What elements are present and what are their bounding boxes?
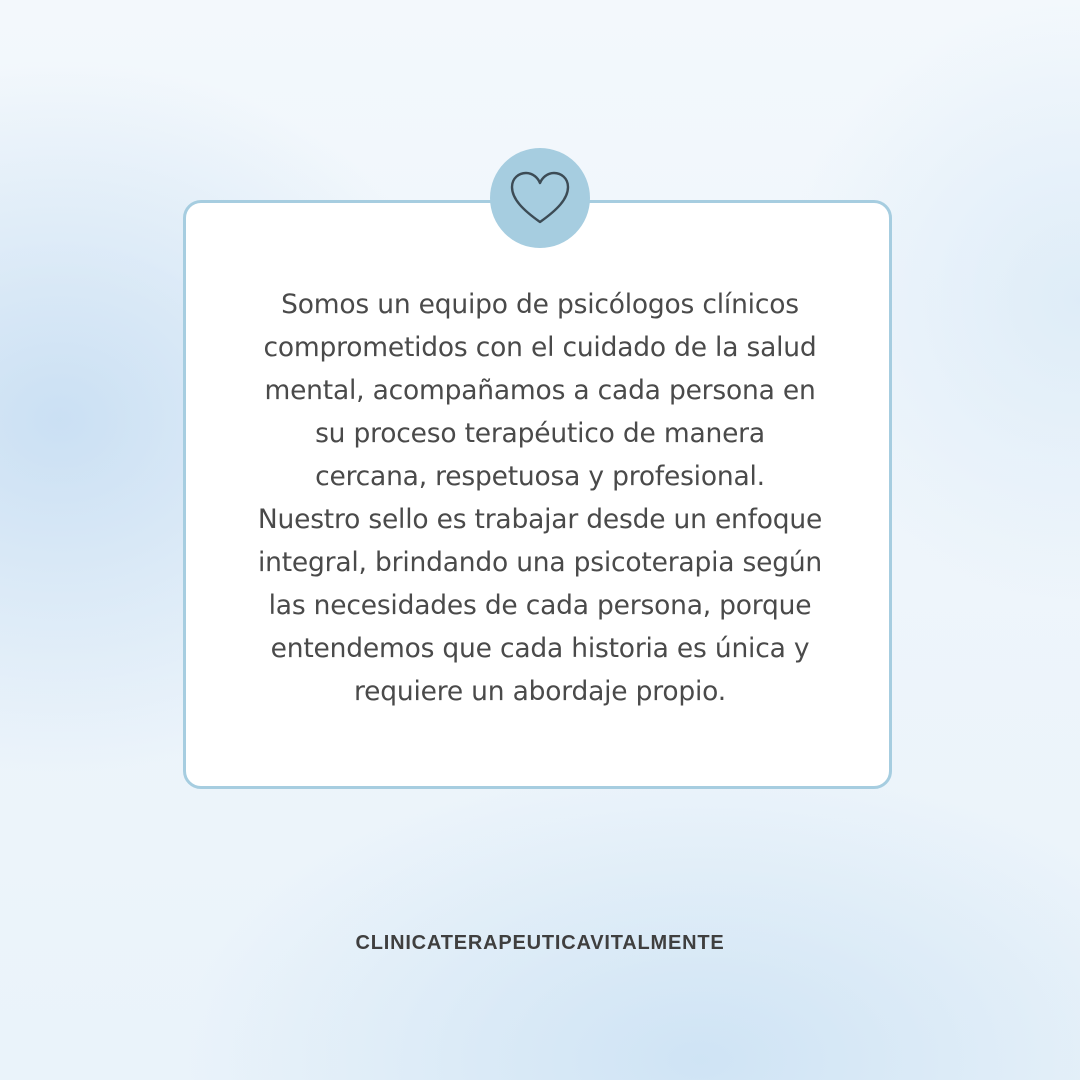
description-line: Somos un equipo de psicólogos clínicos <box>281 289 799 320</box>
brand-handle: CLINICATERAPEUTICAVITALMENTE <box>355 932 725 954</box>
heart-icon <box>509 170 571 226</box>
description-line: Nuestro sello es trabajar desde un enfoque <box>257 504 823 535</box>
description-line: su proceso terapéutico de manera <box>315 418 765 449</box>
description-line: comprometidos con el cuidado de la salud <box>263 332 817 363</box>
description-line: cercana, respetuosa y profesional. <box>315 461 765 492</box>
description-text <box>190 283 890 713</box>
description-line: requiere un abordaje propio. <box>354 676 726 707</box>
heart-badge <box>490 148 590 248</box>
description-line: entendemos que cada historia es única y <box>270 633 810 664</box>
description-line: las necesidades de cada persona, porque <box>268 590 812 621</box>
description-line: integral, brindando una psicoterapia según <box>257 547 823 578</box>
description-line: mental, acompañamos a cada persona en <box>264 375 816 406</box>
